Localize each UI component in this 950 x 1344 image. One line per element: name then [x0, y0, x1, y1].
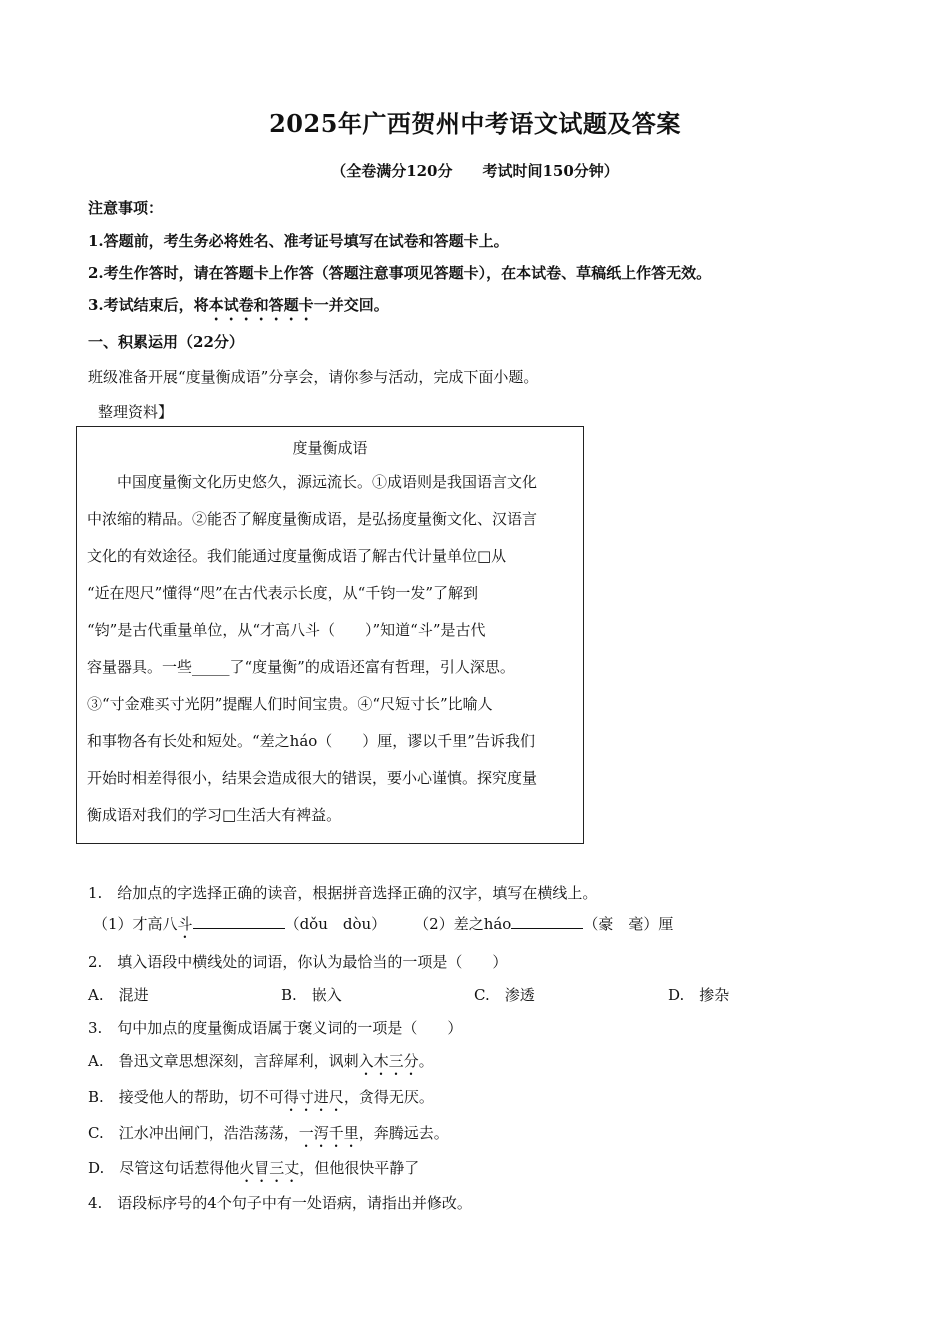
q3-option-d-idiom: 火冒三丈 [239, 1159, 300, 1177]
note-item: 2.考生作答时，请在答题卡上作答（答题注意事项见答题卡），在本试卷、草稿纸上作答无效。 [88, 264, 712, 282]
q3-option-d-text: D. 尽管这句话惹得他 [88, 1159, 240, 1177]
passage-line: 文化的有效途径。我们能通过度量衡成语了解古代计量单位□从 [87, 547, 507, 565]
q2-option-c[interactable]: C. 渗透 [474, 986, 535, 1004]
q1-part2-options: （豪 毫）厘 [583, 915, 674, 933]
q3-option-b-end: ，贪得无厌。 [343, 1088, 434, 1106]
question-1-stem: 1. 给加点的字选择正确的读音，根据拼音选择正确的汉字，填写在横线上。 [88, 884, 598, 902]
q3-option-d[interactable] [88, 1157, 419, 1186]
passage-line: 中国度量衡文化历史悠久，源远流长。①成语则是我国语言文化 [117, 473, 538, 491]
question-4-stem: 4. 语段标序号的4个句子中有一处语病，请指出并修改。 [88, 1194, 472, 1212]
q3-option-a-idiom: 入木三分 [358, 1052, 419, 1070]
q2-option-b[interactable]: B. 嵌入 [281, 986, 342, 1004]
material-label: 整理资料】 [98, 403, 174, 421]
passage-line: “钧”是古代重量单位，从“才高八斗（ ）”知道“斗”是古代 [87, 621, 486, 639]
q1-part2-prefix: （2）差之háo [414, 915, 512, 933]
passage-title: 度量衡成语 [292, 439, 368, 457]
q3-option-c-text: C. 江水冲出闸门，浩浩荡荡， [88, 1124, 299, 1142]
q1-dotted-char: 斗 [177, 915, 193, 933]
q2-option-a[interactable]: A. 混进 [88, 986, 149, 1004]
note-item: 1.答题前，考生务必将姓名、准考证号填写在试卷和答题卡上。 [88, 232, 509, 250]
q1-answer-blank-1[interactable] [193, 914, 285, 929]
q3-option-c-end: ，奔腾远去。 [358, 1124, 449, 1142]
q3-option-a-text: A. 鲁迅文章思想深刻，言辞犀利，讽刺 [88, 1052, 359, 1070]
note-item-3-end: 一并交回。 [313, 296, 389, 314]
passage-line: 和事物各有长处和短处。“差之háo（ ）厘，谬以千里”告诉我们 [87, 732, 535, 750]
note-item-3-emphasis: 本试卷和答题卡 [208, 296, 314, 314]
q1-part1-options: （dǒu dòu） [284, 915, 387, 933]
passage-box [76, 426, 584, 844]
q3-option-b[interactable] [88, 1086, 434, 1115]
section-heading: 一、积累运用（22分） [88, 333, 244, 351]
passage-line: 开始时相差得很小，结果会造成很大的错误，要小心谨慎。探究度量 [87, 769, 538, 787]
passage-line: ③“寸金难买寸光阴”提醒人们时间宝贵。④“尺短寸长”比喻人 [87, 695, 493, 713]
q1-part1-prefix: （1）才高八 [93, 915, 178, 933]
note-item-3-text: 3.考试结束后，将 [88, 296, 209, 314]
exam-info: （全卷满分120分 考试时间150分钟） [331, 162, 619, 180]
notes-heading: 注意事项： [88, 199, 164, 217]
q3-option-a[interactable] [88, 1050, 434, 1079]
q2-option-d[interactable]: D. 掺杂 [668, 986, 730, 1004]
page-title: 2025年广西贺州中考语文试题及答案 [269, 109, 681, 138]
passage-line: 中浓缩的精品。②能否了解度量衡成语，是弘扬度量衡文化、汉语言 [87, 510, 538, 528]
q3-option-a-end: 。 [418, 1052, 434, 1070]
section-intro: 班级准备开展“度量衡成语”分享会，请你参与活动，完成下面小题。 [88, 368, 539, 386]
question-2-stem: 2. 填入语段中横线处的词语，你认为最恰当的一项是（ ） [88, 953, 508, 971]
note-item-3 [88, 294, 389, 324]
passage-line: 容量器具。一些_____了“度量衡”的成语还富有哲理，引人深思。 [87, 658, 515, 676]
q3-option-c[interactable] [88, 1122, 449, 1151]
question-1-parts [93, 913, 673, 942]
q1-answer-blank-2[interactable] [511, 914, 583, 929]
q3-option-b-idiom: 得寸进尺 [283, 1088, 344, 1106]
passage-line: 衡成语对我们的学习□生活大有裨益。 [87, 806, 342, 824]
passage-line: “近在咫尺”懂得“咫”在古代表示长度，从“千钧一发”了解到 [87, 584, 479, 602]
q3-option-c-idiom: 一泻千里 [298, 1124, 359, 1142]
q3-option-b-text: B. 接受他人的帮助，切不可 [88, 1088, 284, 1106]
q3-option-d-end: ，但他很快平静了 [299, 1159, 420, 1177]
question-3-stem: 3. 句中加点的度量衡成语属于褒义词的一项是（ ） [88, 1019, 463, 1037]
